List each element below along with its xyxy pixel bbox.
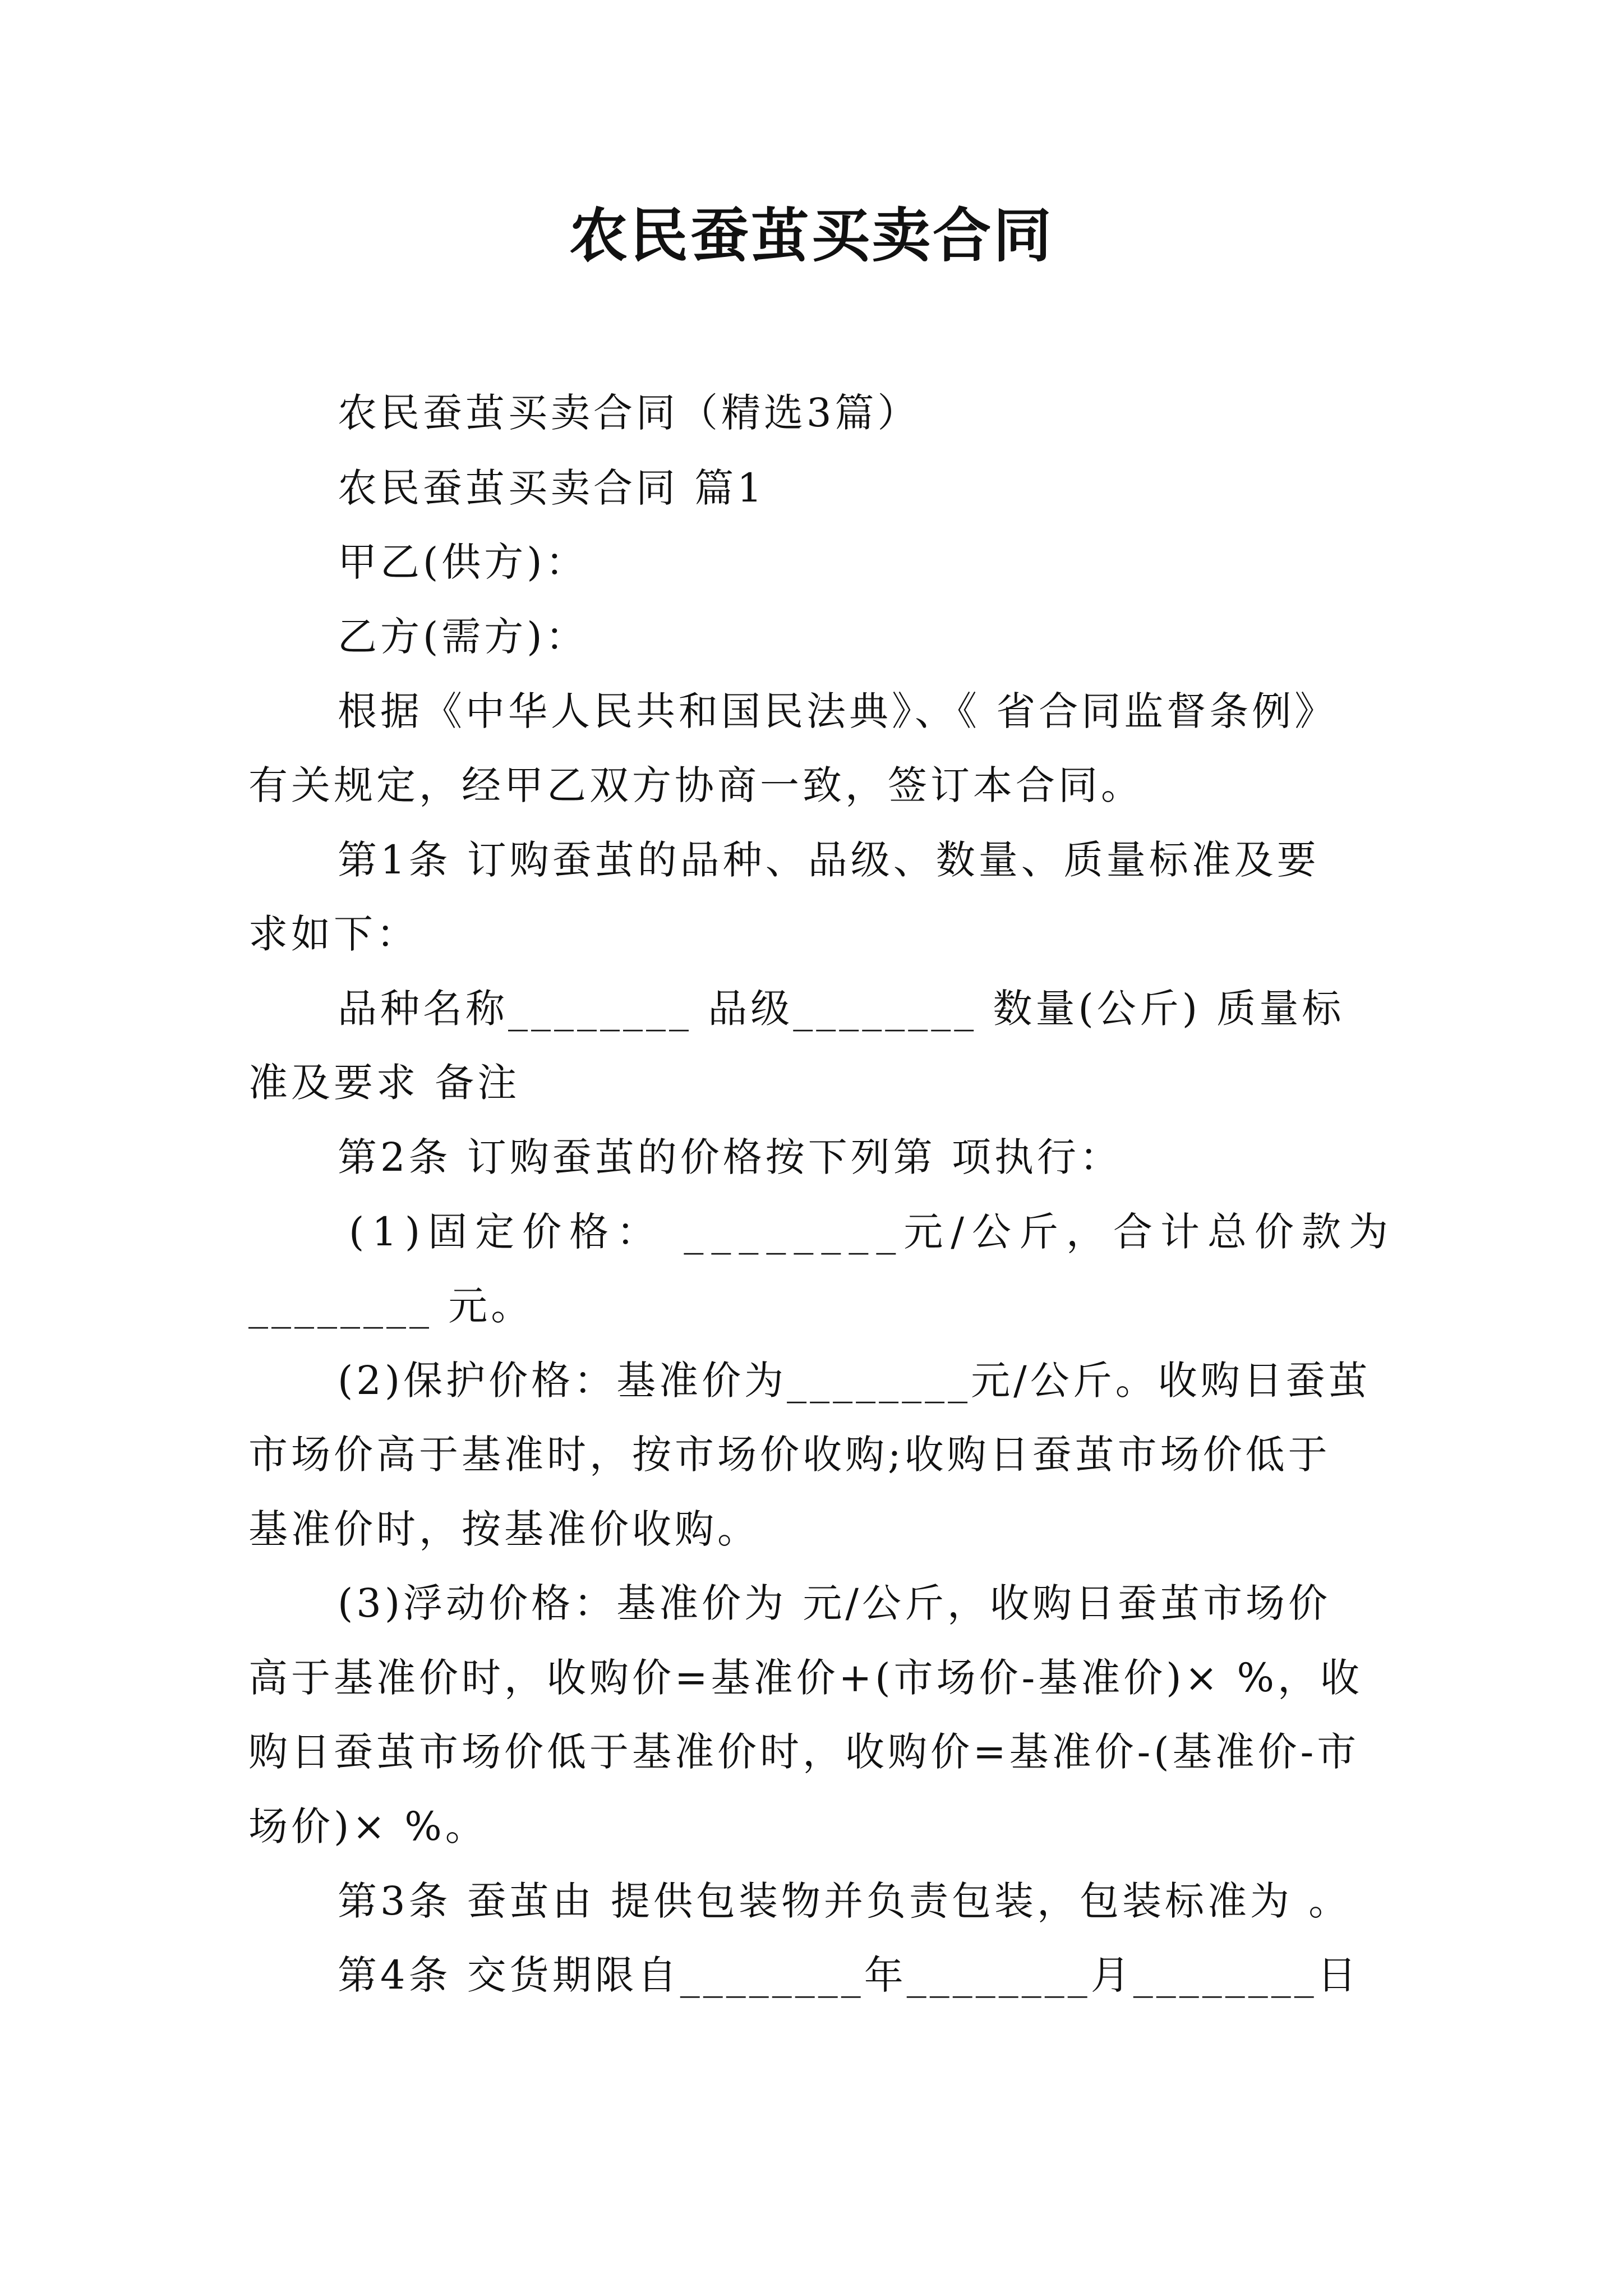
document-title: 农民蚕茧买卖合同 [569,201,1054,270]
paragraph-line: 求如下： [248,911,419,957]
article-2-line: 第2条 订购蚕茧的价格按下列第 项执行： [338,1134,1123,1180]
article-3-line: 第3条 蚕茧由 提供包装物并负责包装，包装标准为 。 [338,1878,1352,1924]
paragraph-line: 根据《中华人民共和国民法典》、《 省合同监督条例》 [338,688,1338,734]
section-heading: 农民蚕茧买卖合同 篇1 [338,465,766,511]
protected-price-line: (2)保护价格：基准价为________元/公斤。收购日蚕茧 [338,1358,1371,1404]
paragraph-line: 有关规定，经甲乙双方协商一致，签订本合同。 [248,762,1144,808]
paragraph-line: 市场价高于基准时，按市场价收购;收购日蚕茧市场价低于 [248,1432,1331,1478]
subtitle-selection: 农民蚕茧买卖合同（精选3篇） [338,390,920,436]
party-b-label: 乙方(需方)： [338,614,588,660]
article-1-line: 第1条 订购蚕茧的品种、品级、数量、质量标准及要 [338,837,1320,883]
paragraph-line: 场价)× %。 [248,1803,488,1849]
spec-row-line: 品种名称________ 品级________ 数量(公斤) 质量标 [338,986,1345,1032]
floating-price-line: (3)浮动价格：基准价为 元/公斤，收购日蚕茧市场价 [338,1580,1331,1626]
paragraph-line: ________ 元。 [248,1283,534,1329]
paragraph-line: 高于基准价时，收购价=基准价+(市场价-基准价)× %，收 [248,1655,1363,1701]
paragraph-line: 基准价时，按基准价收购。 [248,1506,760,1552]
paragraph-line: 准及要求 备注 [248,1060,520,1106]
article-4-line: 第4条 交货期限自________年________月________日 [338,1952,1360,1998]
paragraph-line: 购日蚕茧市场价低于基准价时，收购价=基准价-(基准价-市 [248,1729,1360,1775]
fixed-price-line: (1)固定价格： ________元/公斤，合计总价款为 [349,1209,1396,1255]
party-a-label: 甲乙(供方)： [338,539,588,585]
